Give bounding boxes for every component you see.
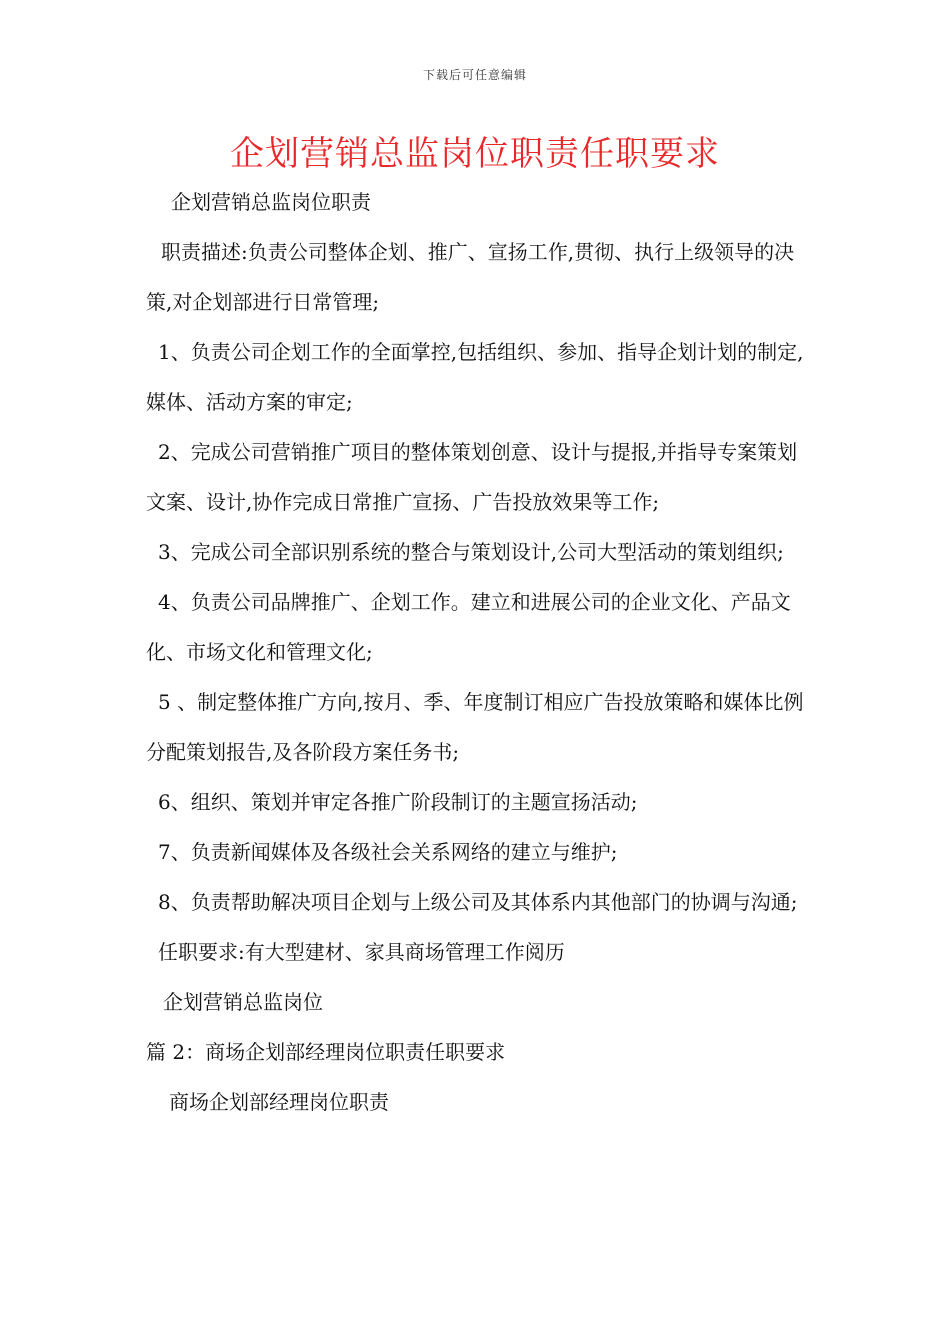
- chapter-heading: 篇 2：商场企划部经理岗位职责任职要求: [146, 1040, 506, 1064]
- paragraph-item-7: 7、负责新闻媒体及各级社会关系网络的建立与维护;: [158, 840, 618, 864]
- section-heading-2: 商场企划部经理岗位职责: [169, 1090, 389, 1114]
- paragraph-item-3: 3、完成公司全部识别系统的整合与策划设计,公司大型活动的策划组织;: [158, 540, 784, 564]
- header-note: 下载后可任意编辑: [422, 68, 527, 82]
- paragraph-duty-description: 职责描述:负责公司整体企划、推广、宣扬工作,贯彻、执行上级领导的决策,对企划部进行日常管理;: [146, 240, 795, 314]
- document-body: [146, 177, 814, 1127]
- paragraph-requirements: 任职要求:有大型建材、家具商场管理工作阅历: [158, 940, 565, 964]
- paragraph-position: 企划营销总监岗位: [163, 990, 323, 1014]
- paragraph-item-6: 6、组织、策划并审定各推广阶段制订的主题宣扬活动;: [158, 790, 638, 814]
- paragraph-item-2: 2、完成公司营销推广项目的整体策划创意、设计与提报,并指导专案策划文案、设计,协作完成日常推广宣扬、广告投放效果等工作;: [146, 440, 798, 514]
- paragraph-item-5: 5 、制定整体推广方向,按月、季、年度制订相应广告投放策略和媒体比例分配策划报告,及各阶段方案任务书;: [146, 690, 804, 764]
- paragraph-item-4: 4、负责公司品牌推广、企划工作。建立和进展公司的企业文化、产品文化、市场文化和管理文化;: [146, 590, 791, 664]
- paragraph-item-1: 1、负责公司企划工作的全面掌控,包括组织、参加、指导企划计划的制定,媒体、活动方案的审定;: [146, 340, 804, 414]
- section-heading: 企划营销总监岗位职责: [171, 190, 371, 214]
- document-title: 企划营销总监岗位职责任职要求: [230, 134, 720, 174]
- paragraph-item-8: 8、负责帮助解决项目企划与上级公司及其体系内其他部门的协调与沟通;: [158, 890, 798, 914]
